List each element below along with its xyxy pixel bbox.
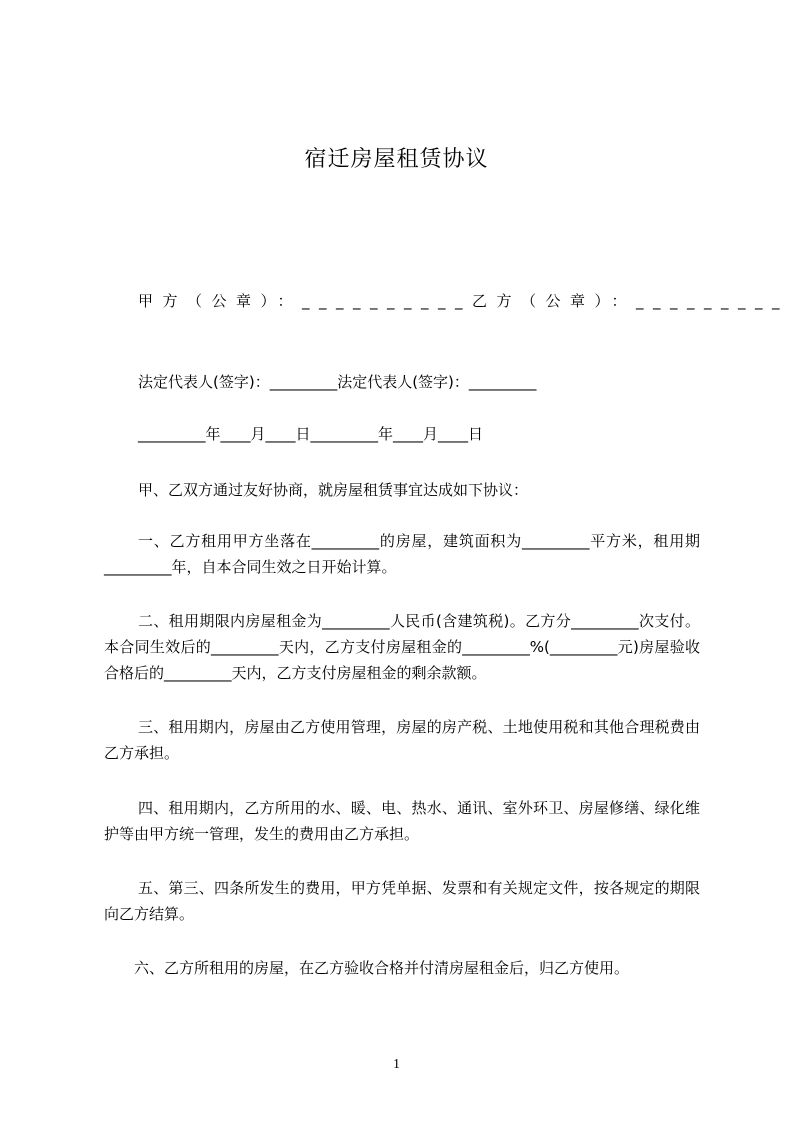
representative-signature-line: 法定代表人(签字)：_________法定代表人(签字)：_________ xyxy=(138,373,537,391)
document-title: 宿迁房屋租赁协议 xyxy=(304,147,489,172)
page-number: 1 xyxy=(393,1057,400,1072)
clause-4: 四、租用期内，乙方所用的水、暖、电、热水、通讯、室外环卫、房屋修缮、绿化维护等由甲方统一管理，发生的费用由乙方承担。 xyxy=(104,799,700,843)
intro-paragraph: 甲、乙双方通过友好协商，就房屋租赁事宜达成如下协议： xyxy=(138,481,529,499)
date-line: _________年____月____日_________年____月____日 xyxy=(138,425,484,443)
clause-6: 六、乙方所租用的房屋，在乙方验收合格并付清房屋租金后，归乙方使用。 xyxy=(134,959,630,977)
clause-2: 二、租用期限内房屋租金为_________人民币(含建筑税)。乙方分_________次支付。本合同生效后的_________天内，乙方支付房屋租金的_________%(_________元)房屋验收合格后的_________天内，乙方支付房屋租金的剩余款额。 xyxy=(104,612,700,682)
clause-5: 五、第三、四条所发生的费用，甲方凭单据、发票和有关规定文件，按各规定的期限向乙方结算。 xyxy=(104,879,700,923)
party-seal-line: 甲方（公章）：__________乙方（公章）：_________ xyxy=(138,292,790,310)
clause-3: 三、租用期内，房屋由乙方使用管理，房屋的房产税、土地使用税和其他合理税费由乙方承担。 xyxy=(104,718,700,762)
clause-1: 一、乙方租用甲方坐落在_________的房屋，建筑面积为_________平方米，租用期_________年，自本合同生效之日开始计算。 xyxy=(104,532,700,576)
